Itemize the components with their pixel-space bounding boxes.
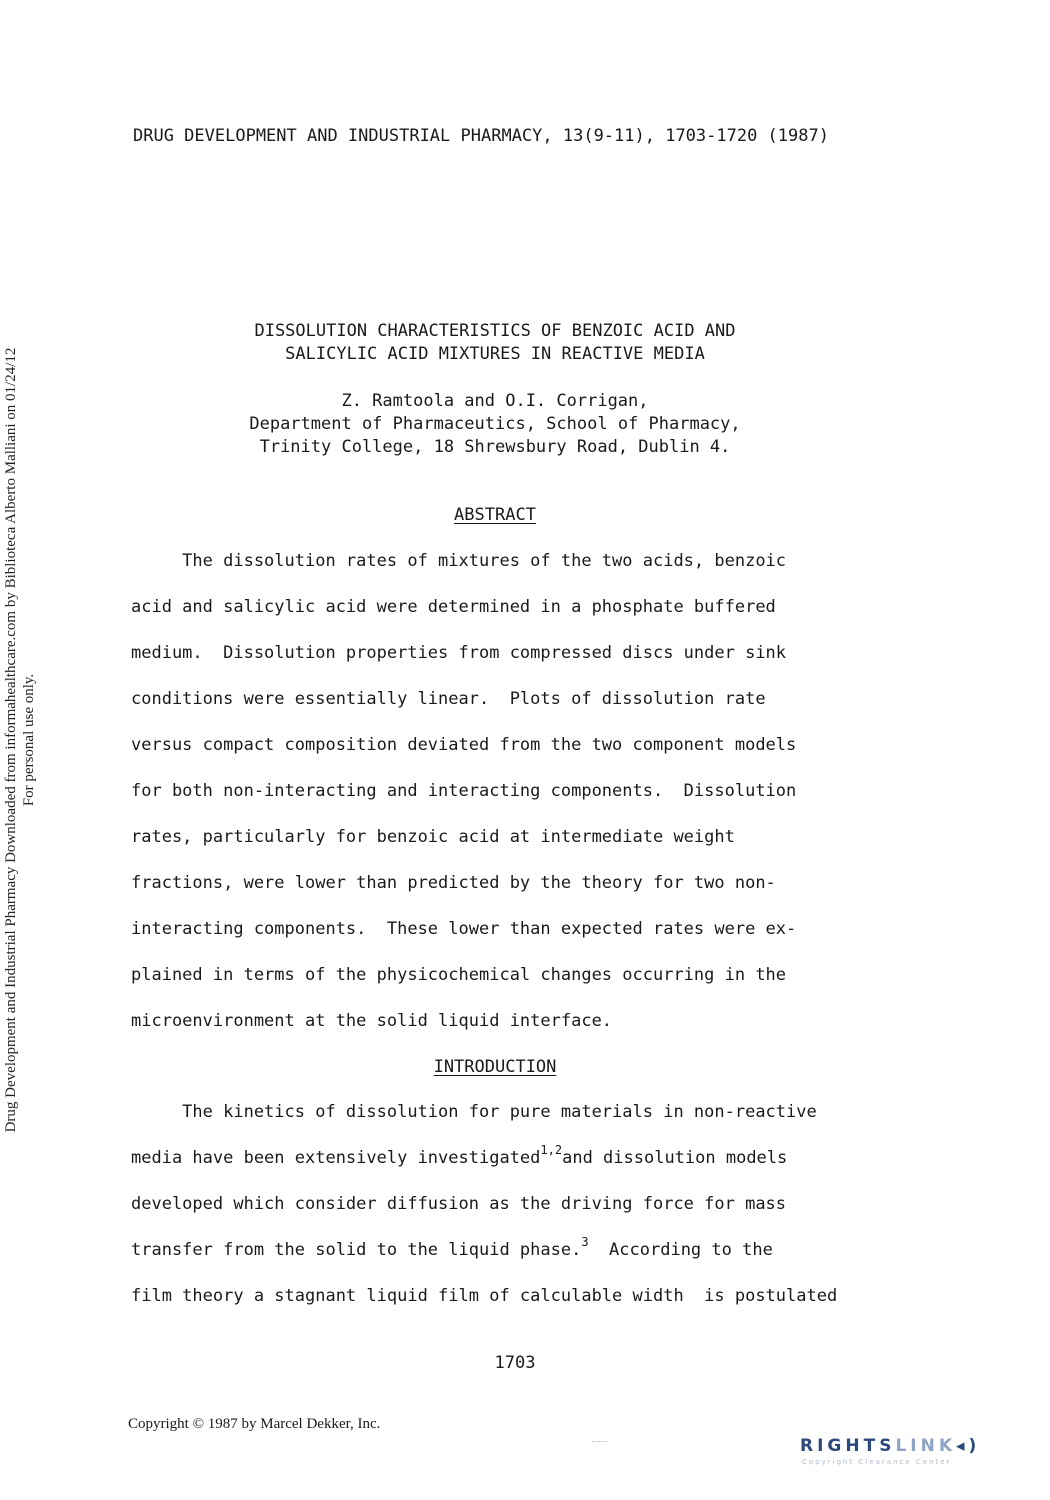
intro-line: transfer from the solid to the liquid phase.$^3$ According to the: [131, 1235, 773, 1260]
abstract-line: conditions were essentially linear. Plots of dissolution rate: [131, 689, 766, 709]
authors-block: [0, 390, 990, 459]
title-line-1: DISSOLUTION CHARACTERISTICS OF BENZOIC ACID AND: [254, 321, 736, 341]
rightslink-logo[interactable]: RIGHTSLINK◂): [800, 1436, 981, 1456]
abstract-line: acid and salicylic acid were determined in a phosphate buffered: [131, 597, 776, 617]
affiliation-line-1: Department of Pharmaceutics, School of Pharmacy,: [249, 414, 741, 434]
scan-mark: [592, 1441, 608, 1442]
abstract-line: microenvironment at the solid liquid interface.: [131, 1011, 613, 1031]
abstract-line: plained in terms of the physicochemical changes occurring in the: [131, 965, 787, 985]
abstract-heading: ABSTRACT: [454, 505, 536, 525]
paper-title: [0, 320, 990, 366]
watermark-line-1: Drug Development and Industrial Pharmacy Downloaded from informahealthcare.com by Biblioteca Alberto Malliani on 01/24/12: [3, 347, 19, 1133]
rightslink-subtitle: Copyright Clearance Center: [802, 1458, 952, 1466]
citation-superscript: 1,2: [540, 1143, 563, 1157]
author-names: Z. Ramtoola and O.I. Corrigan,: [341, 391, 649, 411]
intro-line: film theory a stagnant liquid film of calculable width is postulated: [131, 1286, 838, 1306]
abstract-line: fractions, were lower than predicted by the theory for two non-: [131, 873, 776, 893]
intro-line: developed which consider diffusion as the driving force for mass: [131, 1194, 787, 1214]
abstract-line: interacting components. These lower than expected rates were ex-: [131, 919, 797, 939]
introduction-heading: INTRODUCTION: [433, 1057, 557, 1077]
watermark-line-2: For personal use only.: [21, 673, 37, 807]
copyright-notice: Copyright © 1987 by Marcel Dekker, Inc.: [128, 1416, 381, 1432]
page-number: 1703: [494, 1353, 536, 1373]
speaker-icon: ◂): [956, 1436, 981, 1456]
intro-line: The kinetics of dissolution for pure materials in non-reactive: [131, 1102, 817, 1122]
citation-superscript: 3: [581, 1235, 589, 1249]
journal-header: DRUG DEVELOPMENT AND INDUSTRIAL PHARMACY, 13(9-11), 1703-1720 (1987): [133, 126, 829, 146]
abstract-line: for both non-interacting and interacting components. Dissolution: [131, 781, 797, 801]
abstract-line: The dissolution rates of mixtures of the two acids, benzoic: [131, 551, 787, 571]
intro-line: media have been extensively investigated$^{1,2}$and dissolution models: [131, 1143, 788, 1168]
abstract-line: versus compact composition deviated from the two component models: [131, 735, 797, 755]
abstract-line: medium. Dissolution properties from compressed discs under sink: [131, 643, 787, 663]
abstract-line: rates, particularly for benzoic acid at intermediate weight: [131, 827, 735, 847]
title-line-2: SALICYLIC ACID MIXTURES IN REACTIVE MEDIA: [285, 344, 705, 364]
affiliation-line-2: Trinity College, 18 Shrewsbury Road, Dublin 4.: [259, 437, 731, 457]
